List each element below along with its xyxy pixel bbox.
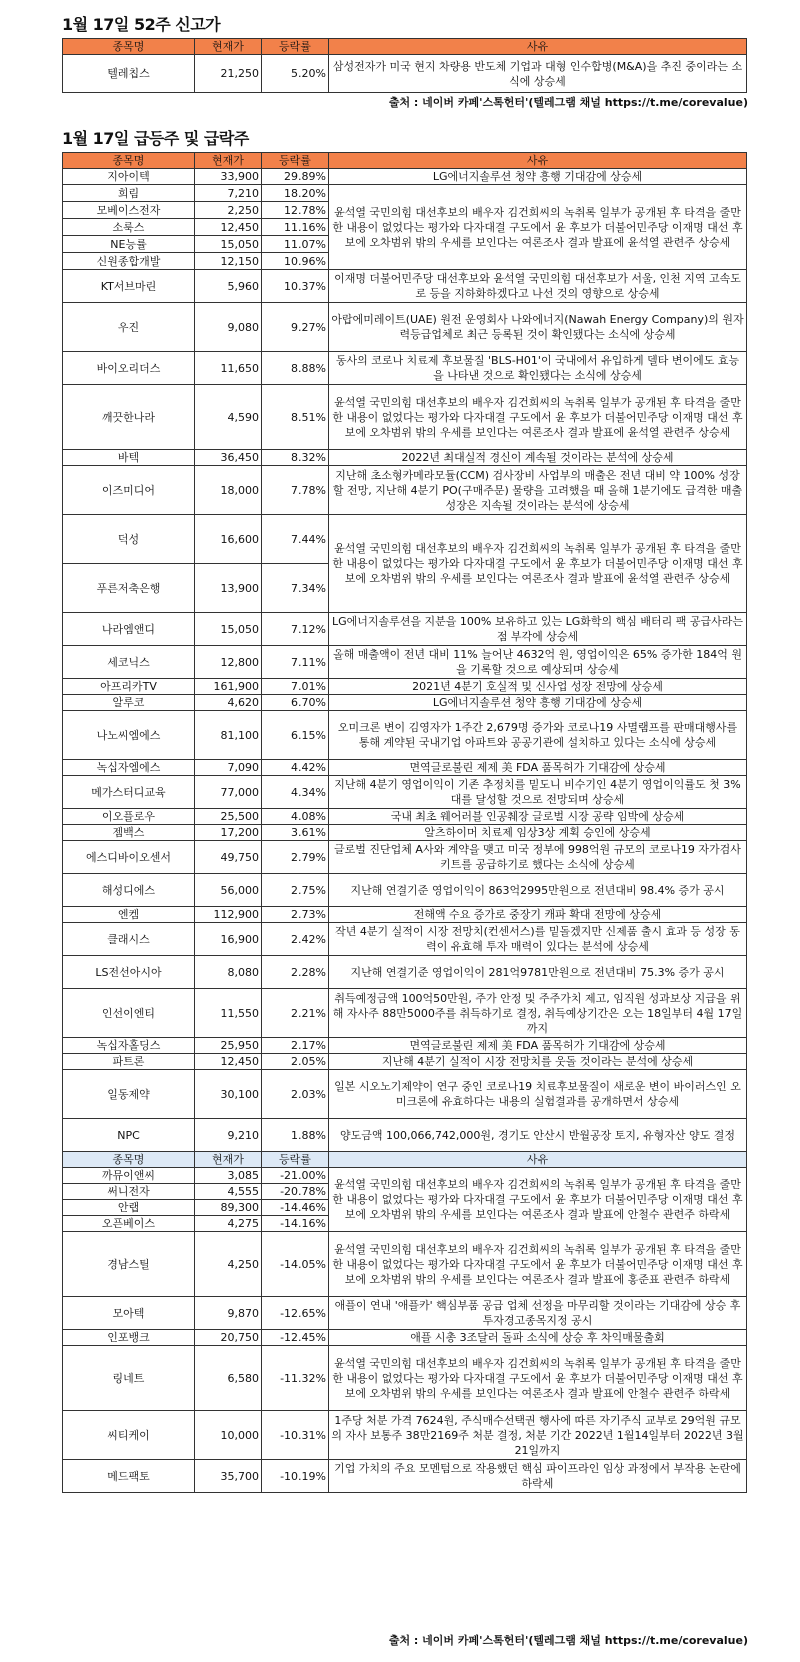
stock-name: LS전선아시아	[63, 956, 195, 989]
table-header-row	[63, 1152, 747, 1168]
stock-name: 해성디에스	[63, 874, 195, 907]
stock-reason: 지난해 4분기 실적이 시장 전망치를 웃돌 것이라는 분석에 상승세	[329, 1054, 747, 1070]
stock-reason: 지난해 초소형카메라모듈(CCM) 검사장비 사업부의 매출은 전년 대비 약 100% 성장할 전망, 지난해 4분기 PO(구매주문) 물량을 고려했을 때 올해 1분기에도 급격한 매출 성장은 지속될 것이라는 분석에 상승세	[329, 466, 747, 515]
table-row	[63, 825, 747, 841]
stock-change: 7.11%	[262, 646, 329, 679]
stock-reason: 2022년 최대실적 경신이 계속될 것이라는 분석에 상승세	[329, 450, 747, 466]
stock-reason: 알츠하이머 치료제 임상3상 계획 승인에 상승세	[329, 825, 747, 841]
table-row	[63, 809, 747, 825]
stock-price: 25,950	[195, 1038, 262, 1054]
table-row	[63, 385, 747, 450]
table-row	[63, 1232, 747, 1297]
stock-name: 씨티케이	[63, 1411, 195, 1460]
stock-change: 10.96%	[262, 253, 329, 270]
stock-name: 이즈미디어	[63, 466, 195, 515]
stock-change: 11.16%	[262, 219, 329, 236]
stock-reason: 윤석열 국민의힘 대선후보의 배우자 김건희씨의 녹취록 일부가 공개된 후 타격을 줄만한 내용이 없었다는 평가와 다자대결 구도에서 윤 후보가 더불어민주당 이재명 대선 후보에 오차범위 밖의 우세를 보인다는 여론조사 결과 발표에 윤석열 관련주 상승세	[329, 385, 747, 450]
table-row	[63, 1411, 747, 1460]
stock-change: 2.42%	[262, 923, 329, 956]
stock-name: 인포뱅크	[63, 1330, 195, 1346]
stock-price: 81,100	[195, 711, 262, 760]
stock-change: 8.51%	[262, 385, 329, 450]
stock-reason: 지난해 연결기준 영업이익이 281억9781만원으로 전년대비 75.3% 증가 공시	[329, 956, 747, 989]
stock-price: 15,050	[195, 236, 262, 253]
table-header-row	[63, 39, 747, 55]
stock-reason: 글로벌 진단업체 A사와 계약을 맺고 미국 정부에 998억원 규모의 코로나19 자가검사키트를 공급하기로 했다는 소식에 상승세	[329, 841, 747, 874]
stock-name: 안랩	[63, 1200, 195, 1216]
stock-name: 젬백스	[63, 825, 195, 841]
table-row	[63, 776, 747, 809]
stock-price: 9,210	[195, 1119, 262, 1152]
table-row	[63, 466, 747, 515]
table-row	[63, 760, 747, 776]
stock-reason: 삼성전자가 미국 현지 차량용 반도체 기업과 대형 인수합병(M&A)을 추진 중이라는 소식에 상승세	[329, 55, 747, 93]
stock-price: 56,000	[195, 874, 262, 907]
stock-price: 4,275	[195, 1216, 262, 1232]
stock-name: 알루코	[63, 695, 195, 711]
stock-price: 7,210	[195, 185, 262, 202]
stock-price: 18,000	[195, 466, 262, 515]
stock-change: -14.46%	[262, 1200, 329, 1216]
stock-name: 텔레칩스	[63, 55, 195, 93]
table-row	[63, 1460, 747, 1493]
stock-change: 2.03%	[262, 1070, 329, 1119]
stock-change: -10.31%	[262, 1411, 329, 1460]
table-row	[63, 515, 747, 564]
table-row	[63, 695, 747, 711]
stock-price: 9,870	[195, 1297, 262, 1330]
stock-change: 8.32%	[262, 450, 329, 466]
header-price: 현재가	[195, 39, 262, 55]
table-row	[63, 907, 747, 923]
table-row	[63, 1119, 747, 1152]
stock-reason: 전해액 수요 증가로 중장기 캐파 확대 전망에 상승세	[329, 907, 747, 923]
table-row	[63, 923, 747, 956]
table-row	[63, 1070, 747, 1119]
table-row	[63, 1330, 747, 1346]
stock-price: 13,900	[195, 564, 262, 613]
table-row	[63, 1297, 747, 1330]
source-note-bottom: 출처 : 네이버 카페'스톡헌터'(텔레그램 채널 https://t.me/corevalue)	[388, 1634, 748, 1647]
header-reason: 사유	[329, 1152, 747, 1168]
stock-price: 16,600	[195, 515, 262, 564]
table-row	[63, 270, 747, 303]
stock-reason: 작년 4분기 실적이 시장 전망치(컨센서스)를 밑돌겠지만 신제품 출시 효과 등 성장 동력이 유효해 투자 매력이 있다는 분석에 상승세	[329, 923, 747, 956]
stock-price: 4,250	[195, 1232, 262, 1297]
section1-title: 1월 17일 52주 신고가	[62, 15, 221, 34]
section2-title: 1월 17일 급등주 및 급락주	[62, 129, 249, 148]
stock-name: NE능률	[63, 236, 195, 253]
stock-price: 9,080	[195, 303, 262, 352]
stock-name: 덕성	[63, 515, 195, 564]
stock-change: 2.28%	[262, 956, 329, 989]
stock-name: NPC	[63, 1119, 195, 1152]
stock-name: 나노씨엠에스	[63, 711, 195, 760]
stock-change: -12.45%	[262, 1330, 329, 1346]
table-row	[63, 1346, 747, 1411]
stock-reason: 기업 가치의 주요 모멘텀으로 작용했던 핵심 파이프라인 임상 과정에서 부작용 논란에 하락세	[329, 1460, 747, 1493]
stock-price: 89,300	[195, 1200, 262, 1216]
stock-reason: 취득예정금액 100억50만원, 주가 안정 및 주주가치 제고, 임직원 성과보상 지급을 위해 자사주 88만5000주를 취득하기로 결정, 취득예상기간은 오는 18일부터 4월 17일까지	[329, 989, 747, 1038]
table-row	[63, 711, 747, 760]
stock-reason: 1주당 처분 가격 7624원, 주식매수선택권 행사에 따른 자기주식 교부로 29억원 규모의 자사 보통주 38만2169주 처분 결정, 처분 기간 2022년 1월14일부터 2022년 3월21일까지	[329, 1411, 747, 1460]
stock-change: 1.88%	[262, 1119, 329, 1152]
stock-name: 에스디바이오센서	[63, 841, 195, 874]
table-row	[63, 956, 747, 989]
stock-name: KT서브마린	[63, 270, 195, 303]
stock-change: -20.78%	[262, 1184, 329, 1200]
stock-price: 4,590	[195, 385, 262, 450]
table-row	[63, 613, 747, 646]
stock-price: 4,620	[195, 695, 262, 711]
table-row	[63, 185, 747, 202]
table-row	[63, 55, 747, 93]
stock-name: 오픈베이스	[63, 1216, 195, 1232]
stock-name: 깨끗한나라	[63, 385, 195, 450]
stock-change: 18.20%	[262, 185, 329, 202]
stock-change: 2.79%	[262, 841, 329, 874]
stock-price: 20,750	[195, 1330, 262, 1346]
stock-change: 4.08%	[262, 809, 329, 825]
header-price: 현재가	[195, 153, 262, 169]
stock-price: 12,150	[195, 253, 262, 270]
stock-name: 바이오리더스	[63, 352, 195, 385]
stock-price: 16,900	[195, 923, 262, 956]
stock-name: 링네트	[63, 1346, 195, 1411]
stock-reason: 지난해 연결기준 영업이익이 863억2995만원으로 전년대비 98.4% 증가 공시	[329, 874, 747, 907]
stock-price: 25,500	[195, 809, 262, 825]
header-name: 종목명	[63, 1152, 195, 1168]
stock-name: 푸른저축은행	[63, 564, 195, 613]
stock-price: 161,900	[195, 679, 262, 695]
stock-change: 2.17%	[262, 1038, 329, 1054]
stock-reason: LG에너지솔루션을 지분을 100% 보유하고 있는 LG화학의 핵심 배터리 팩 공급사라는 점 부각에 상승세	[329, 613, 747, 646]
stock-reason: 일본 시오노기제약이 연구 중인 코로나19 치료후보물질이 새로운 변이 바이러스인 오미크론에 유효하다는 내용의 실험결과를 공개하면서 상승세	[329, 1070, 747, 1119]
table-row	[63, 169, 747, 185]
stock-price: 7,090	[195, 760, 262, 776]
stock-name: 바텍	[63, 450, 195, 466]
stock-price: 15,050	[195, 613, 262, 646]
stock-change: -14.16%	[262, 1216, 329, 1232]
stock-name: 인선이엔티	[63, 989, 195, 1038]
stock-name: 이오플로우	[63, 809, 195, 825]
stock-name: 모베이스전자	[63, 202, 195, 219]
stock-price: 21,250	[195, 55, 262, 93]
stock-price: 35,700	[195, 1460, 262, 1493]
stock-reason: LG에너지솔루션 청약 흥행 기대감에 상승세	[329, 695, 747, 711]
stock-change: 6.15%	[262, 711, 329, 760]
stock-name: 메가스터디교육	[63, 776, 195, 809]
table-row	[63, 646, 747, 679]
movers-table	[62, 152, 747, 1493]
stock-reason: 오미크론 변이 김영자가 1주간 2,679명 증가와 코로나19 사멸램프를 판매대행사를 통해 계약된 국내기업 아파트와 공공기관에 설치하고 있다는 소식에 상승세	[329, 711, 747, 760]
stock-name: 써니전자	[63, 1184, 195, 1200]
table-row	[63, 352, 747, 385]
stock-change: 4.42%	[262, 760, 329, 776]
stock-change: 7.34%	[262, 564, 329, 613]
stock-price: 33,900	[195, 169, 262, 185]
stock-price: 11,650	[195, 352, 262, 385]
stock-change: -14.05%	[262, 1232, 329, 1297]
stock-change: 7.44%	[262, 515, 329, 564]
table-row	[63, 989, 747, 1038]
stock-name: 까뮤이앤씨	[63, 1168, 195, 1184]
stock-name: 지아이텍	[63, 169, 195, 185]
stock-name: 우진	[63, 303, 195, 352]
stock-change: 7.12%	[262, 613, 329, 646]
stock-change: -21.00%	[262, 1168, 329, 1184]
stock-name: 파트론	[63, 1054, 195, 1070]
stock-reason: 윤석열 국민의힘 대선후보의 배우자 김건희씨의 녹취록 일부가 공개된 후 타격을 줄만한 내용이 없었다는 평가와 다자대결 구도에서 윤 후보가 더불어민주당 이재명 대선 후보에 오차범위 밖의 우세를 보인다는 여론조사 결과 발표에 안철수 관련주 하락세	[329, 1168, 747, 1232]
stock-price: 2,250	[195, 202, 262, 219]
stock-change: 4.34%	[262, 776, 329, 809]
table-row	[63, 1054, 747, 1070]
stock-change: 12.78%	[262, 202, 329, 219]
header-reason: 사유	[329, 153, 747, 169]
stock-price: 12,800	[195, 646, 262, 679]
stock-change: 2.73%	[262, 907, 329, 923]
stock-price: 49,750	[195, 841, 262, 874]
stock-change: -10.19%	[262, 1460, 329, 1493]
stock-name: 소룩스	[63, 219, 195, 236]
header-change: 등락률	[262, 1152, 329, 1168]
source-note: 출처 : 네이버 카페'스톡헌터'(텔레그램 채널 https://t.me/corevalue)	[388, 96, 748, 109]
stock-change: 8.88%	[262, 352, 329, 385]
stock-price: 6,580	[195, 1346, 262, 1411]
stock-name: 클래시스	[63, 923, 195, 956]
stock-reason: 윤석열 국민의힘 대선후보의 배우자 김건희씨의 녹취록 일부가 공개된 후 타격을 줄만한 내용이 없었다는 평가와 다자대결 구도에서 윤 후보가 더불어민주당 이재명 대선 후보에 오차범위 밖의 우세를 보인다는 여론조사 결과 발표에 안철수 관련주 하락세	[329, 1346, 747, 1411]
stock-name: 모아텍	[63, 1297, 195, 1330]
stock-change: 10.37%	[262, 270, 329, 303]
stock-change: 3.61%	[262, 825, 329, 841]
stock-reason: 양도금액 100,066,742,000원, 경기도 안산시 반월공장 토지, 유형자산 양도 결정	[329, 1119, 747, 1152]
stock-price: 112,900	[195, 907, 262, 923]
stock-name: 경남스틸	[63, 1232, 195, 1297]
table-row	[63, 303, 747, 352]
stock-price: 4,555	[195, 1184, 262, 1200]
header-change: 등락률	[262, 39, 329, 55]
stock-change: -11.32%	[262, 1346, 329, 1411]
stock-change: 6.70%	[262, 695, 329, 711]
stock-change: 2.21%	[262, 989, 329, 1038]
stock-name: 신원종합개발	[63, 253, 195, 270]
header-reason: 사유	[329, 39, 747, 55]
stock-reason: 2021년 4분기 호실적 및 신사업 성장 전망에 상승세	[329, 679, 747, 695]
stock-reason: 국내 최초 웨어러블 인공췌장 글로벌 시장 공략 임박에 상승세	[329, 809, 747, 825]
stock-price: 17,200	[195, 825, 262, 841]
header-name: 종목명	[63, 39, 195, 55]
table-row	[63, 679, 747, 695]
stock-price: 12,450	[195, 219, 262, 236]
stock-reason: 올해 매출액이 전년 대비 11% 늘어난 4632억 원, 영업이익은 65% 증가한 184억 원을 기록할 것으로 예상되며 상승세	[329, 646, 747, 679]
stock-name: 나라엠앤디	[63, 613, 195, 646]
table-row	[63, 841, 747, 874]
new-high-table	[62, 38, 747, 93]
stock-reason: 윤석열 국민의힘 대선후보의 배우자 김건희씨의 녹취록 일부가 공개된 후 타격을 줄만한 내용이 없었다는 평가와 다자대결 구도에서 윤 후보가 더불어민주당 이재명 대선 후보에 오차범위 밖의 우세를 보인다는 여론조사 결과 발표에 윤석열 관련주 상승세	[329, 185, 747, 270]
stock-change: 7.78%	[262, 466, 329, 515]
stock-reason: 면역글로불린 제제 美 FDA 품목허가 기대감에 상승세	[329, 760, 747, 776]
stock-reason: 윤석열 국민의힘 대선후보의 배우자 김건희씨의 녹취록 일부가 공개된 후 타격을 줄만한 내용이 없었다는 평가와 다자대결 구도에서 윤 후보가 더불어민주당 이재명 대선 후보에 오차범위 밖의 우세를 보인다는 여론조사 결과 발표에 홍준표 관련주 하락세	[329, 1232, 747, 1297]
stock-name: 엔켐	[63, 907, 195, 923]
stock-reason: 지난해 4분기 영업이익이 기존 추정치를 밑도니 비수기인 4분기 영업이익률도 첫 3%대를 달성할 것으로 전망되며 상승세	[329, 776, 747, 809]
stock-reason: 애플이 연내 '애플카' 핵심부품 공급 업체 선정을 마무리할 것이라는 기대감에 상승 후 투자경고종목지정 공시	[329, 1297, 747, 1330]
stock-reason: 면역글로불린 제제 美 FDA 품목허가 기대감에 상승세	[329, 1038, 747, 1054]
header-price: 현재가	[195, 1152, 262, 1168]
table-row	[63, 1168, 747, 1184]
stock-name: 아프리카TV	[63, 679, 195, 695]
stock-reason: 윤석열 국민의힘 대선후보의 배우자 김건희씨의 녹취록 일부가 공개된 후 타격을 줄만한 내용이 없었다는 평가와 다자대결 구도에서 윤 후보가 더불어민주당 이재명 대선 후보에 오차범위 밖의 우세를 보인다는 여론조사 결과 발표에 윤석열 관련주 상승세	[329, 515, 747, 613]
stock-price: 10,000	[195, 1411, 262, 1460]
stock-price: 11,550	[195, 989, 262, 1038]
stock-name: 녹십자홀딩스	[63, 1038, 195, 1054]
table-header-row	[63, 153, 747, 169]
stock-change: -12.65%	[262, 1297, 329, 1330]
stock-name: 세코닉스	[63, 646, 195, 679]
stock-price: 3,085	[195, 1168, 262, 1184]
stock-change: 2.05%	[262, 1054, 329, 1070]
stock-price: 30,100	[195, 1070, 262, 1119]
stock-name: 희림	[63, 185, 195, 202]
stock-change: 2.75%	[262, 874, 329, 907]
stock-price: 77,000	[195, 776, 262, 809]
stock-reason: 이재명 더불어민주당 대선후보와 윤석열 국민의힘 대선후보가 서울, 인천 지역 고속도로 등을 지하화하겠다고 나선 것의 영향으로 상승세	[329, 270, 747, 303]
header-change: 등락률	[262, 153, 329, 169]
stock-reason: LG에너지솔루션 청약 흥행 기대감에 상승세	[329, 169, 747, 185]
stock-change: 7.01%	[262, 679, 329, 695]
stock-change: 11.07%	[262, 236, 329, 253]
stock-price: 12,450	[195, 1054, 262, 1070]
stock-name: 메드팩토	[63, 1460, 195, 1493]
stock-price: 36,450	[195, 450, 262, 466]
stock-reason: 애플 시총 3조달러 돌파 소식에 상승 후 차익매물출회	[329, 1330, 747, 1346]
table-row	[63, 1038, 747, 1054]
stock-price: 8,080	[195, 956, 262, 989]
stock-reason: 아랍에미레이트(UAE) 원전 운영회사 나와에너지(Nawah Energy Company)의 원자력등급업체로 최근 등록된 것이 확인됐다는 소식에 상승세	[329, 303, 747, 352]
table-row	[63, 874, 747, 907]
stock-change: 5.20%	[262, 55, 329, 93]
stock-reason: 동사의 코로나 치료제 후보물질 'BLS-H01'이 국내에서 유입하게 델타 변이에도 효능을 나타낸 것으로 확인됐다는 소식에 상승세	[329, 352, 747, 385]
stock-name: 녹십자엠에스	[63, 760, 195, 776]
stock-change: 9.27%	[262, 303, 329, 352]
stock-price: 5,960	[195, 270, 262, 303]
header-name: 종목명	[63, 153, 195, 169]
stock-change: 29.89%	[262, 169, 329, 185]
stock-name: 일동제약	[63, 1070, 195, 1119]
table-row	[63, 450, 747, 466]
